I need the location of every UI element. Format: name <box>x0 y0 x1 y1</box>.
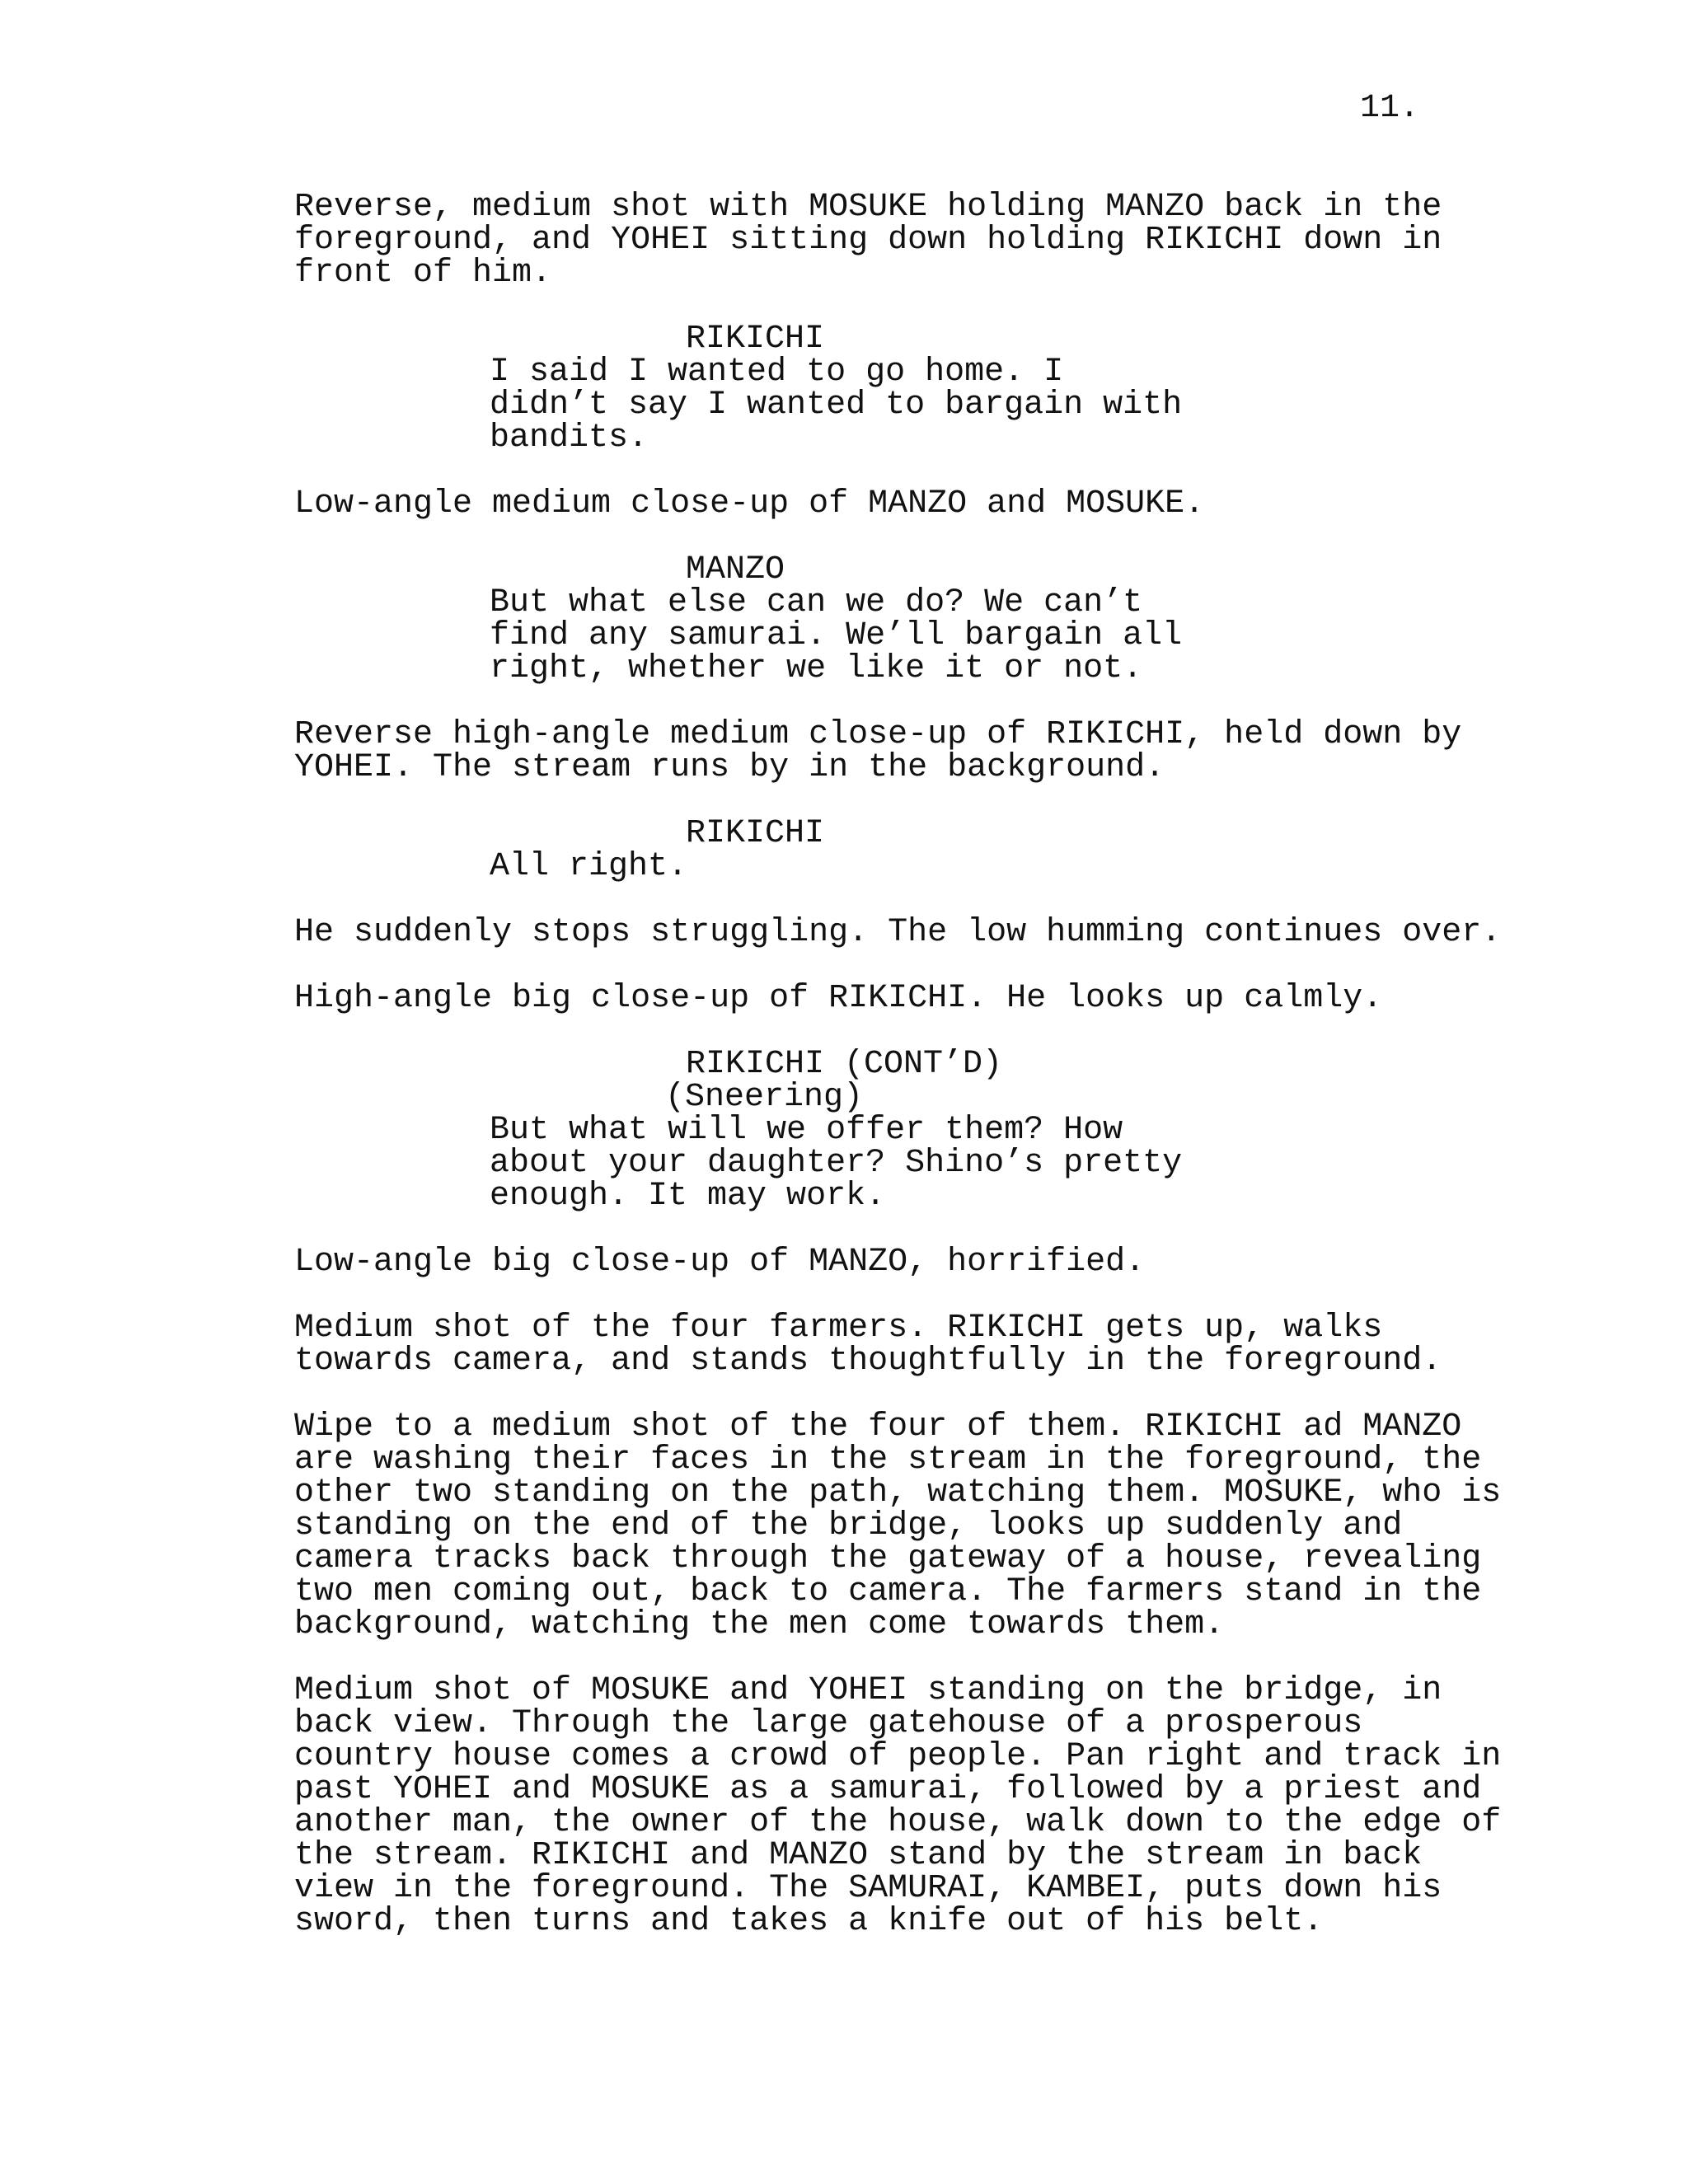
dialogue-block <box>294 815 1481 885</box>
action-paragraph: Medium shot of MOSUKE and YOHEI standing on the bridge, in back view. Through the large gatehouse of a prosperous country house comes a crowd of people. Pan right and track in past YOHEI and MOSUKE as a samurai, followed by a priest and another man, the owner of the house, walk down to the edge of the stream. RIKICHI and MANZO stand by the stream in back view in the foreground. The SAMURAI, KAMBEI, puts down his sword, then turns and takes a knife out of his belt. <box>294 1672 1502 1940</box>
character-name: RIKICHI <box>686 815 825 852</box>
character-name: RIKICHI <box>686 321 825 358</box>
dialogue-text: All right. <box>490 848 688 885</box>
character-name: MANZO <box>686 551 785 588</box>
action-paragraph: Reverse, medium shot with MOSUKE holding MANZO back in the foreground, and YOHEI sitting down holding RIKICHI down in front of him. <box>294 189 1442 292</box>
dialogue-text: I said I wanted to go home. I didn’t say I wanted to bargain with bandits. <box>490 354 1183 457</box>
action-paragraph: Medium shot of the four farmers. RIKICHI gets up, walks towards camera, and stands thoughtfully in the foreground. <box>294 1310 1442 1380</box>
character-name: RIKICHI (CONT’D) <box>686 1046 1003 1083</box>
action-paragraph: High-angle big close-up of RIKICHI. He looks up calmly. <box>294 980 1383 1017</box>
page-number: 11. <box>1360 90 1420 127</box>
dialogue-block <box>294 551 1481 687</box>
dialogue-block <box>294 323 1481 455</box>
action-paragraph: Low-angle big close-up of MANZO, horrified. <box>294 1244 1146 1281</box>
dialogue-block <box>294 1048 1481 1213</box>
action-paragraph: Reverse high-angle medium close-up of RIKICHI, held down by YOHEI. The stream runs by in the background. <box>294 716 1462 786</box>
action-paragraph: Low-angle medium close-up of MANZO and MOSUKE. <box>294 485 1205 523</box>
action-paragraph: Wipe to a medium shot of the four of them. RIKICHI ad MANZO are washing their faces in the stream in the foreground, the other two standing on the path, watching them. MOSUKE, who is standing on the end of the bridge, looks up suddenly and camera tracks back through the gateway of a house, revealing two men coming out, back to camera. The farmers stand in the background, watching the men come towards them. <box>294 1408 1502 1643</box>
screenplay-body <box>294 189 1502 1971</box>
action-paragraph: He suddenly stops struggling. The low humming continues over. <box>294 914 1502 951</box>
dialogue-text: But what else can we do? We can’t find any samurai. We’ll bargain all right, whether we like it or not. <box>490 584 1183 687</box>
dialogue-text: But what will we offer them? How about your daughter? Shino’s pretty enough. It may work. <box>490 1112 1183 1215</box>
parenthetical: (Sneering) <box>665 1079 864 1116</box>
